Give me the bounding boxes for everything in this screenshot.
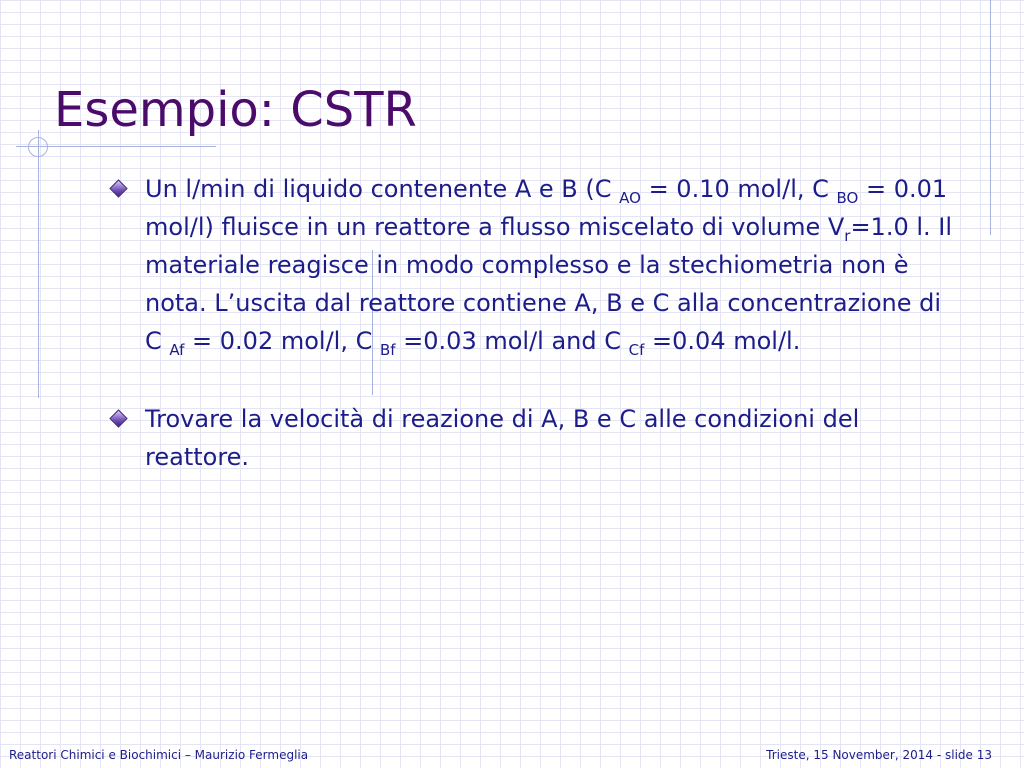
subscript: Bf xyxy=(379,341,396,359)
decor-line-left-vertical xyxy=(38,130,39,398)
text-segment: = 0.01 mol/l) fluisce in un reattore a flusso miscelato di volume V xyxy=(145,175,948,241)
bullet-text xyxy=(145,405,859,471)
decor-circle xyxy=(28,137,48,157)
diamond-bullet-icon xyxy=(109,179,127,197)
subscript: AO xyxy=(619,189,641,207)
subscript: BO xyxy=(836,189,859,207)
slide-content xyxy=(108,170,958,516)
text-segment: Un l/min di liquido contenente A e B (C xyxy=(145,175,620,203)
text-segment: =0.03 mol/l and C xyxy=(395,327,629,355)
bullet-item xyxy=(108,400,958,476)
text-segment: =0.04 mol/l. xyxy=(644,327,801,355)
bullet-text xyxy=(145,175,953,359)
footer-right: Trieste, 15 November, 2014 - slide 13 xyxy=(766,748,992,762)
text-segment: = 0.10 mol/l, C xyxy=(640,175,837,203)
text-segment: = 0.02 mol/l, C xyxy=(184,327,380,355)
text-segment: Trovare la velocità di reazione di A, B e C alle condizioni del reattore. xyxy=(145,405,860,471)
text-segment: =1.0 l. Il materiale reagisce in modo complesso e la stechiometria non è nota. L’uscita dal reattore contiene A, B e C alla concentrazione di C xyxy=(145,213,953,355)
diamond-bullet-icon xyxy=(109,409,127,427)
subscript: r xyxy=(844,227,851,245)
slide-title: Esempio: CSTR xyxy=(54,82,417,138)
subscript: Af xyxy=(169,341,185,359)
subscript: Cf xyxy=(628,341,645,359)
bullet-item xyxy=(108,170,958,360)
decor-line-top-right xyxy=(990,0,991,235)
footer-left: Reattori Chimici e Biochimici – Maurizio Fermeglia xyxy=(9,748,309,762)
